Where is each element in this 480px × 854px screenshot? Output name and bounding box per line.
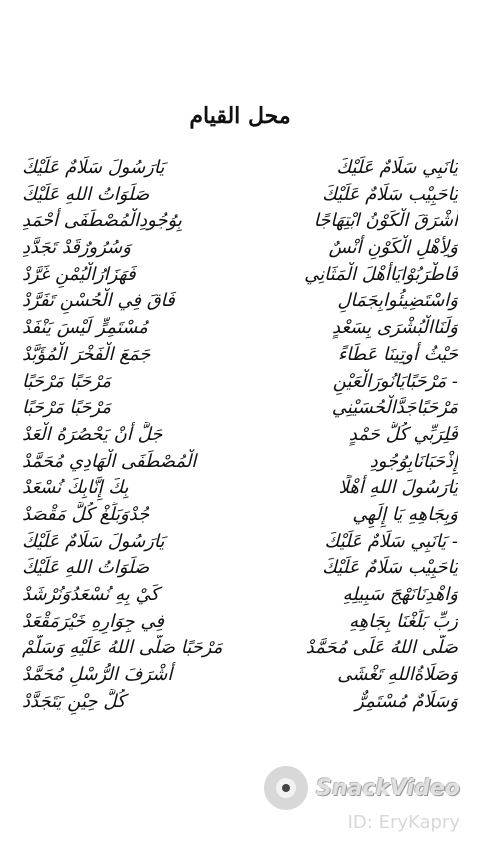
verse-first-half: يَارَسُولَ اللهِ أَهْلًا <box>338 477 458 499</box>
verse-row <box>22 155 458 182</box>
verse-second-half: بِوُجُودِالْمُصْطَفَى أَحْمَدِ <box>22 210 182 232</box>
verse-row <box>22 315 458 342</box>
verse-first-half: أَشْرَقَ الْكَوْنُ ابْتِهَاجًا <box>313 210 458 232</box>
verse-first-half: يَاحَبِيْب سَلَامٌ عَلَيْكَ <box>322 183 458 205</box>
verse-first-half: - مَرْحَبًايَانُورَالْعَيْنِ <box>332 370 458 392</box>
verse-row <box>22 609 458 636</box>
verse-second-half: مَرْحَبًا مَرْحَبًا <box>22 397 111 419</box>
verse-second-half: أَشْرَفَ الرُّسْلِ مُحَمَّدْ <box>22 664 173 686</box>
snackvideo-logo-icon <box>264 766 308 810</box>
verse-second-half: الْمُصْطَفَى الْهَادِي مُحَمَّدْ <box>22 450 197 472</box>
verse-row <box>22 555 458 582</box>
verse-first-half: يَاحَبِيْب سَلَامٌ عَلَيْكَ <box>322 557 458 579</box>
verse-row <box>22 235 458 262</box>
verse-first-half: وَلِأَهْلِ الْكَوْنِ أُنْسٌ <box>328 237 458 259</box>
verse-first-half: فَلِرَبِّي كُلُّ حَمْدٍ <box>348 423 458 445</box>
verse-second-half: وَسُرُورٌقَدْ تَجَدَّدِ <box>22 237 131 259</box>
verse-second-half: كَيْ بِهِ نُسْعَدُوَنُرْشَدْ <box>22 584 160 605</box>
verse-row <box>22 662 458 689</box>
verse-row <box>22 342 458 369</box>
verse-second-half: مَرْحَبًا مَرْحَبًا <box>22 370 111 392</box>
verse-first-half: فَاطْرَبُوْايَاأَهْلَ الْمَثَانِي <box>304 263 458 285</box>
verse-first-half: وَاسْتَضِيئُوابِجَمَالِ <box>337 290 458 312</box>
page-title: محل القيام <box>189 103 291 129</box>
verse-second-half: كُلَّ حِيْنٍ يَتَجَدَّدْ <box>22 690 126 712</box>
user-id-watermark: ID: EryKapry <box>347 812 460 833</box>
verse-first-half: حَيْثُ أُوتِينَا عَطَاءً <box>337 343 458 365</box>
verse-row <box>22 369 458 396</box>
verse-row <box>22 635 458 662</box>
verse-second-half: يَارَسُولَ سَلَامٌ عَلَيْكَ <box>22 530 165 552</box>
verse-first-half: صَلَّى اللهُ عَلَى مُحَمَّدْ <box>305 637 458 659</box>
verse-second-half: فِي جِوَارِهِ خَيْرَمَقْعَدْ <box>22 610 164 632</box>
verse-second-half: مَرْحَبًا صَلَّى اللهُ عَلَيْهِ وَسَلَّمْ <box>22 637 223 659</box>
verse-row <box>22 208 458 235</box>
verse-row <box>22 422 458 449</box>
verse-first-half: وَاهْدِنَانَهْجَ سَبِيلِهِ <box>342 584 458 605</box>
verse-second-half: فَهَزَارُالْيُمْنِ غَرَّدْ <box>22 263 136 285</box>
verse-first-half: وَصَلَاةُاللهِ تَغْشَى <box>337 664 458 686</box>
verse-second-half: بِكَ إِنَّابِكَ نُسْعَدْ <box>22 477 129 499</box>
verse-first-half: وَلَنَاالْبُشْرَى بِسَعْدٍ <box>331 317 458 339</box>
verse-second-half: صَلَوَاتُ اللهِ عَلَيْكَ <box>22 183 150 205</box>
verse-row <box>22 689 458 716</box>
verse-second-half: جَلَّ أَنْ يَحْصُرَهُ الْعَدْ <box>22 423 163 445</box>
verse-second-half: جُدْوَبَلِّغْ كُلَّ مَقْصَدْ <box>22 503 150 525</box>
verse-first-half: إِذْحَبَانَابِوُجُودِ <box>369 450 458 472</box>
verse-row <box>22 182 458 209</box>
verse-row <box>22 475 458 502</box>
verse-row <box>22 502 458 529</box>
verse-first-half: مَرْحَبًاجَدَّالْحُسَيْنِي <box>331 397 458 419</box>
verse-second-half: مُسْتَمِرٍّ لَيْسَ يَنْفَدْ <box>22 317 148 339</box>
watermark-area <box>0 760 480 854</box>
verse-first-half: وَسَلَامٌ مُسْتَمِرٌّ <box>355 690 458 712</box>
snackvideo-brand <box>264 766 460 810</box>
verse-row <box>22 262 458 289</box>
verse-second-half: يَارَسُولَ سَلَامٌ عَلَيْكَ <box>22 157 165 178</box>
verse-row <box>22 582 458 609</box>
verse-second-half: فَاقَ فِي الْحُسْنِ تَفَرَّدْ <box>22 290 175 312</box>
verse-first-half: يَانَبِي سَلَامٌ عَلَيْكَ <box>336 157 458 178</box>
verse-first-half: وَبِجَاهِهِ يَا إِلَهِي <box>352 503 458 525</box>
verse-first-half: - يَانَبِي سَلَامٌ عَلَيْكَ <box>324 530 458 552</box>
verse-second-half: صَلَوَاتُ اللهِ عَلَيْكَ <box>22 557 150 579</box>
verse-first-half: رَبِّ بَلِّغْنَا بِجَاهِهِ <box>349 610 458 632</box>
verse-row <box>22 288 458 315</box>
poem-body <box>22 155 458 715</box>
verse-row <box>22 395 458 422</box>
verse-second-half: جَمَعَ الْفَخْرَ الْمُؤَبَّدْ <box>22 343 151 365</box>
brand-name: SnackVideo <box>316 775 460 801</box>
verse-row <box>22 529 458 556</box>
verse-row <box>22 449 458 476</box>
